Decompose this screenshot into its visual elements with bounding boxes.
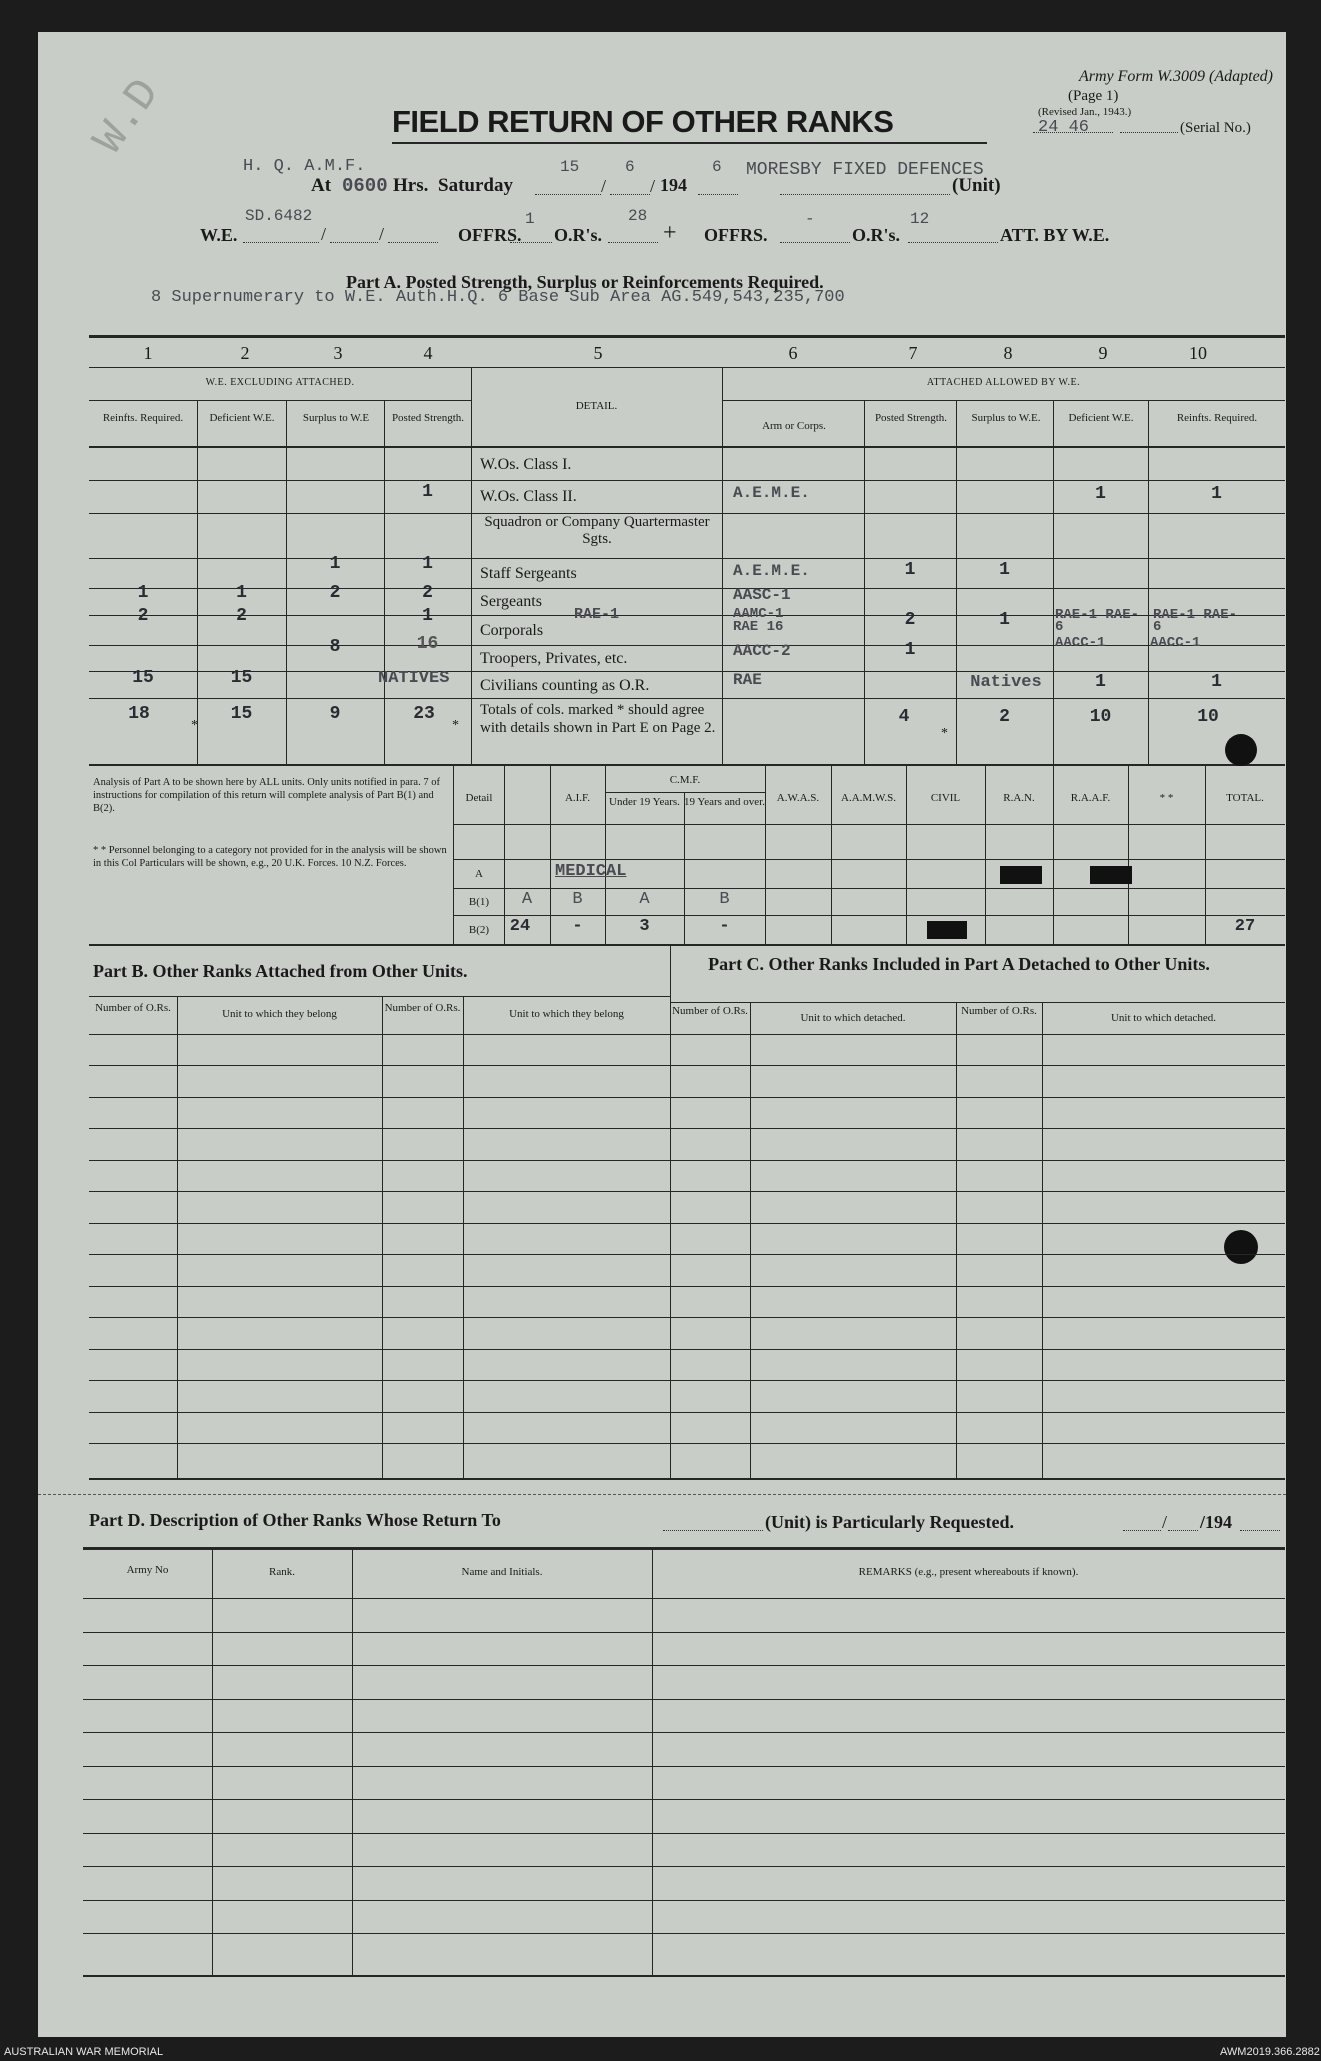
value-cell: 8 bbox=[329, 637, 341, 657]
total-cell: 15 bbox=[230, 704, 253, 724]
col-head: Deficient W.E. bbox=[209, 412, 275, 424]
analysis-head: Under 19 Years. bbox=[609, 796, 680, 808]
day-value: Saturday bbox=[438, 175, 513, 196]
value-cell: 1 bbox=[422, 606, 433, 626]
analysis-head: TOTAL. bbox=[1226, 792, 1264, 804]
page-label: (Page 1) bbox=[1068, 88, 1119, 104]
value-cell: RAE-1 RAE-6 bbox=[1055, 607, 1140, 635]
value-cell: 1 bbox=[329, 554, 341, 574]
part-d-heading-end: (Unit) is Particularly Requested. bbox=[765, 1512, 1014, 1532]
detail-label: Corporals bbox=[480, 622, 544, 639]
part-d-col: Name and Initials. bbox=[461, 1566, 543, 1578]
value-cell: 2 bbox=[422, 583, 433, 603]
analysis-head: R.A.N. bbox=[1003, 792, 1035, 804]
value-cell: 16 bbox=[416, 634, 439, 654]
footer-left: AUSTRALIAN WAR MEMORIAL bbox=[4, 2046, 164, 2058]
col-head: Deficient W.E. bbox=[1068, 412, 1134, 424]
total-cell: 23 bbox=[413, 704, 435, 724]
analysis-note: Analysis of Part A to be shown here by ALL units. Only units notified in para. 7 of instructions for compilation of this return will complete analysis of Part B(1) and B(2). bbox=[93, 777, 440, 814]
col-head: Reinfts. Required. bbox=[102, 412, 184, 424]
punch-hole bbox=[1224, 1230, 1258, 1264]
value-cell: A.E.M.E. bbox=[733, 484, 810, 502]
total-cell: 9 bbox=[329, 704, 341, 724]
date-day: 15 bbox=[560, 158, 580, 176]
unit-abbrev: H. Q. A.M.F. bbox=[243, 157, 366, 176]
value-cell: AACC-2 bbox=[733, 642, 791, 660]
col-head: Surplus to W.E bbox=[302, 412, 370, 424]
offrs-label: OFFRS. bbox=[458, 225, 522, 245]
b2-value: - bbox=[719, 917, 730, 936]
detail-label: Staff Sergeants bbox=[480, 565, 577, 582]
col-head: Surplus to W.E. bbox=[971, 412, 1041, 424]
part-d-heading: Part D. Description of Other Ranks Whose Return To bbox=[89, 1510, 501, 1530]
part-c-col: Number of O.Rs. bbox=[672, 1005, 748, 1017]
b2-value: 3 bbox=[639, 917, 650, 936]
value-cell: 1 bbox=[422, 554, 433, 574]
part-d-date: /194 bbox=[1200, 1512, 1233, 1532]
col-number: 6 bbox=[788, 343, 798, 363]
value-cell: AACC-1 bbox=[1150, 635, 1201, 651]
col-number: 10 bbox=[1189, 343, 1207, 363]
total-cell: 10 bbox=[1089, 707, 1112, 727]
b2-value: - bbox=[572, 917, 583, 936]
analysis-row-label: A bbox=[475, 868, 483, 880]
value-cell: 1 bbox=[1211, 484, 1222, 504]
analysis-head: 19 Years and over. bbox=[684, 796, 765, 808]
b1-value: B bbox=[719, 890, 730, 909]
col-number: 3 bbox=[333, 343, 343, 363]
analysis-head: * * bbox=[1159, 792, 1174, 804]
part-a-heading: Part A. Posted Strength, Surplus or Reinforcements Required. bbox=[346, 272, 824, 292]
analysis-head: Detail bbox=[465, 792, 493, 804]
year-digit: 6 bbox=[712, 158, 722, 176]
detail-label: Sergeants bbox=[480, 593, 542, 610]
value-cell: RAE-1 bbox=[574, 606, 620, 623]
analysis-head: CIVIL bbox=[930, 792, 961, 804]
total-cell: 2 bbox=[999, 707, 1010, 727]
total-cell: 18 bbox=[128, 704, 150, 724]
detail-label: Civilians counting as O.R. bbox=[480, 677, 650, 694]
page-title: FIELD RETURN OF OTHER RANKS bbox=[392, 104, 894, 139]
col-head: Posted Strength. bbox=[391, 412, 465, 424]
at-label: At bbox=[311, 175, 332, 196]
redaction bbox=[1090, 866, 1132, 884]
b1-value: A bbox=[521, 890, 533, 909]
col-head: Arm or Corps. bbox=[762, 420, 826, 432]
hrs-label: Hrs. bbox=[393, 175, 429, 196]
b2-value: 24 bbox=[509, 917, 531, 936]
part-b-col: Unit to which they belong bbox=[509, 1008, 624, 1020]
value-cell: 1 bbox=[904, 560, 916, 580]
we-excluding-header: W.E. EXCLUDING ATTACHED. bbox=[205, 377, 355, 388]
part-c-col: Unit to which detached. bbox=[800, 1012, 906, 1024]
value-cell: 15 bbox=[132, 668, 154, 688]
redaction bbox=[1000, 866, 1042, 884]
b2-total: 27 bbox=[1234, 917, 1256, 936]
value-cell: 1 bbox=[904, 640, 916, 660]
value-cell: 1 bbox=[1211, 672, 1222, 692]
analysis-row-label: B(2) bbox=[468, 924, 490, 936]
detail-label: W.Os. Class I. bbox=[480, 456, 572, 473]
part-b-col: Number of O.Rs. bbox=[384, 1002, 461, 1014]
unit-label: (Unit) bbox=[952, 175, 1001, 196]
col-number: 8 bbox=[1003, 343, 1013, 363]
analysis-head: A.A.M.W.S. bbox=[841, 792, 896, 804]
unit-name: MORESBY FIXED DEFENCES bbox=[746, 160, 984, 180]
part-c-col: Unit to which detached. bbox=[1110, 1012, 1217, 1024]
part-c-col: Number of O.Rs. bbox=[961, 1005, 1037, 1017]
b1-value: A bbox=[639, 890, 650, 909]
army-form-label: Army Form W.3009 (Adapted) bbox=[1078, 68, 1273, 85]
attached-allowed-header: ATTACHED ALLOWED BY W.E. bbox=[926, 377, 1081, 388]
part-d-col: Army No bbox=[126, 1564, 169, 1576]
value-cell: 1 bbox=[999, 560, 1010, 580]
form-sheet: Army Form W.3009 (Adapted) (Page 1) (Revised Jan., 1943.) 24 46 (Serial No.) W.D FIELD RETURN OF OTHER RANKS H. Q. A.M.F. At 0600 Hrs. Saturday 15 / 6 / 194 6 MORESBY FIXED DEFENCES (Unit) SD.6482 W.E. / / OFFRS. 1 O.R's. 28 + OFFRS. - O.R's. 12 ATT. BY W.E. Part A. Posted Strength, Surplus or Reinforcements Required. 8 Supernumerary to W.E. Auth.H.Q. 6 Base Sub Area AG.549,543,235,700 1 2 3 4 5 6 7 8 9 10 W.E. EXCLUDING ATTACHED. ATTACHED ALLOWED BY W.E. DETAIL. Reinfts. Required. Deficient W.E. Surplus to W.E Posted Strength. Arm or Corps. Posted Strength. Surplus to W.E. Deficient W.E. Reinfts. Required. W.Os. Class I. W.Os. Class II. Squadron or Company Quartermaster Sgts. Staff Sergeants Sergeants Corporals Troopers, Privates, etc. Civilians counting as O.R. Totals of cols. marked * should agree with details shown in Part E on Page 2. 1 A.E.M.E. 1 1 1 1 A.E.M.E. 1 1 1 1 2 2 AASC-1 2 2 1 RAE-1 AAMC-1 RAE 16 2 1 RAE-1 RAE-6 RAE-1 RAE-6 8 16 AACC-2 1 AACC-1 AACC-1 15 15 NATIVES RAE Natives 1 1 18 15 9 23 4 2 10 10 * * * Analysis of Part A to be shown here by ALL units. Only units notified in para. 7 of instructions for compilation of this return will complete analysis of Part B(1) and B(2). * * Personnel belonging to a category not provided for in the analysis will be shown in this Col Particulars will be shown, e.g., 20 U.K. Forces. 10 N.Z. Forces. Detail A.I.F. C.M.F. Under 19 Years. 19 Years and over. A.W.A.S. A.A.M.W.S. CIVIL R.A.N. R.A.A.F. * * TOTAL. A B(1) B(2) MEDICAL A B A B 24 - 3 - 27 Part B. Other Ranks Attached from Other Units. Part C. Other Ranks Included in Part A Detached to Other Units. Number of O.Rs. Unit to which they belong Number of O.Rs. Unit to which they belong Number of O.Rs. Unit to which detached. Number of O.Rs. Unit to which detached. Part D. Description of Other Ranks Whose Return To (Unit) is Particularly Requested. / /194 Army No Rank. Name and Initials. REMARKS (e.g., present whereabouts if known). bbox=[38, 32, 1286, 2037]
value-cell: AACC-1 bbox=[1055, 635, 1106, 651]
col-number: 5 bbox=[593, 343, 603, 363]
part-b-heading: Part B. Other Ranks Attached from Other Units. bbox=[93, 961, 468, 981]
analysis-head: R.A.A.F. bbox=[1070, 792, 1111, 804]
part-d-col: REMARKS (e.g., present whereabouts if known). bbox=[858, 1566, 1079, 1578]
part-a-note: 8 Supernumerary to W.E. Auth.H.Q. 6 Base Sub Area AG.549,543,235,700 bbox=[151, 288, 845, 307]
punch-hole bbox=[1225, 734, 1257, 766]
footer-right: AWM2019.366.2882 bbox=[1220, 2046, 1320, 2058]
redaction bbox=[927, 921, 967, 939]
ors-value: 28 bbox=[628, 207, 648, 225]
col-head: Reinfts. Required. bbox=[1176, 412, 1258, 424]
we-label: W.E. bbox=[200, 225, 238, 245]
ors2-label: O.R's. bbox=[852, 225, 901, 245]
ors2-value: 12 bbox=[910, 210, 930, 228]
analysis-head: A.I.F. bbox=[564, 792, 591, 804]
serial-value: 24 46 bbox=[1038, 118, 1090, 137]
detail-label: Squadron or Company Quartermaster Sgts. bbox=[484, 514, 710, 547]
revised-label: (Revised Jan., 1943.) bbox=[1038, 106, 1132, 118]
value-cell: A.E.M.E. bbox=[733, 562, 810, 580]
value-cell: Natives bbox=[970, 673, 1042, 692]
value-cell: 1 bbox=[1095, 484, 1106, 504]
value-cell: NATIVES bbox=[378, 669, 450, 688]
detail-header: DETAIL. bbox=[575, 400, 618, 412]
value-cell: 1 bbox=[236, 583, 247, 603]
value-cell: 1 bbox=[422, 482, 433, 502]
value-cell: 2 bbox=[329, 583, 341, 603]
value-cell: RAE-1 RAE-6 bbox=[1153, 607, 1238, 635]
analysis-head: A.W.A.S. bbox=[776, 792, 820, 804]
part-d-col: Rank. bbox=[269, 1566, 295, 1578]
totals-label: Totals of cols. marked * should agree with details shown in Part E on Page 2. bbox=[480, 702, 716, 736]
margin-note: W.D bbox=[84, 70, 171, 164]
col-number: 7 bbox=[908, 343, 918, 363]
analysis-note: * * Personnel belonging to a category not provided for in the analysis will be shown in this Col Particulars will be shown, e.g., 20 U.K. Forces. 10 N.Z. Forces. bbox=[93, 845, 447, 869]
part-b-col: Unit to which they belong bbox=[222, 1008, 337, 1020]
serial-label: (Serial No.) bbox=[1180, 120, 1251, 136]
value-cell: 2 bbox=[137, 606, 149, 626]
date-month: 6 bbox=[625, 158, 635, 176]
col-head: Posted Strength. bbox=[874, 412, 948, 424]
detail-label: Troopers, Privates, etc. bbox=[480, 650, 628, 667]
analysis-row-label: B(1) bbox=[468, 896, 490, 908]
value-cell: 15 bbox=[230, 668, 253, 688]
ors-label: O.R's. bbox=[554, 225, 603, 245]
b1-value: B bbox=[572, 890, 583, 909]
col-number: 4 bbox=[423, 343, 433, 363]
analysis-head: C.M.F. bbox=[669, 774, 701, 786]
value-cell: RAE bbox=[733, 671, 762, 689]
part-b-col: Number of O.Rs. bbox=[95, 1002, 171, 1014]
part-c-heading: Part C. Other Ranks Included in Part A Detached to Other Units. bbox=[708, 954, 1210, 974]
value-cell: 2 bbox=[904, 610, 916, 630]
perforation bbox=[38, 1494, 1286, 1495]
value-cell: AASC-1 bbox=[733, 586, 791, 604]
value-cell: 1 bbox=[137, 583, 149, 603]
value-cell: AAMC-1 RAE 16 bbox=[733, 606, 784, 635]
value-cell: 1 bbox=[999, 610, 1010, 630]
att-label: ATT. BY W.E. bbox=[1000, 225, 1110, 245]
analysis-a-value: MEDICAL bbox=[555, 862, 627, 881]
offrs2-value: - bbox=[805, 210, 815, 228]
value-cell: 1 bbox=[1095, 672, 1106, 692]
col-number: 9 bbox=[1098, 343, 1108, 363]
col-number: 1 bbox=[143, 343, 153, 363]
offrs2-label: OFFRS. bbox=[704, 225, 768, 245]
detail-label: W.Os. Class II. bbox=[480, 488, 577, 505]
total-cell: 10 bbox=[1197, 707, 1219, 727]
time-value: 0600 bbox=[342, 175, 388, 197]
offrs-value: 1 bbox=[525, 210, 535, 228]
value-cell: 2 bbox=[236, 606, 247, 626]
total-cell: 4 bbox=[898, 707, 910, 727]
year-prefix: 194 bbox=[660, 175, 687, 195]
we-value: SD.6482 bbox=[245, 207, 313, 225]
col-number: 2 bbox=[240, 343, 250, 363]
